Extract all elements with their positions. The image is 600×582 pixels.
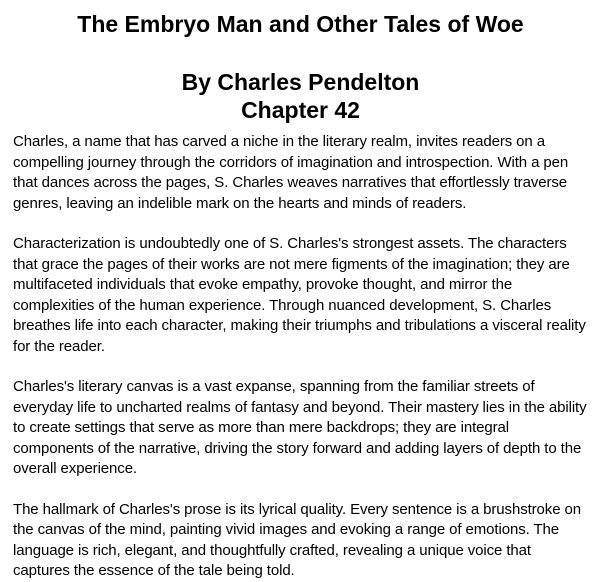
chapter-heading: Chapter 42: [241, 97, 360, 123]
body-paragraph-1: Charles, a name that has carved a niche in the literary realm, invites readers on a compelling journey through the corridors of imagination and introspection. With a pen that dances across the pages, S. Charles weaves narratives that effortlessly traverse genres, leaving an indelible mark on the hearts and minds of readers.: [13, 133, 569, 212]
body-paragraph-3: Charles's literary canvas is a vast expanse, spanning from the familiar streets of everyday life to uncharted realms of fantasy and beyond. Their mastery lies in the ability to create settings that serve as more than mere backdrops; they are integral components of the narrative, driving the story forward and adding layers of depth to the overall experience.: [13, 378, 587, 477]
body-paragraph-4: The hallmark of Charles's prose is its lyrical quality. Every sentence is a brushstroke on the canvas of the mind, painting vivid images and evoking a range of emotions. The language is rich, elegant, and thoughtfully crafted, revealing a unique voice that captures the essence of the tale being told.: [13, 500, 581, 579]
body-paragraph-2: Characterization is undoubtedly one of S. Charles's strongest assets. The characters that grace the pages of their works are not mere figments of the imagination; they are multifaceted individuals that evoke empathy, provoke thought, and mirror the complexities of the human experience. Through nuanced development, S. Charles breathes life into each character, making their triumphs and tribulations a visceral reality for the reader.: [13, 235, 586, 355]
document-title: The Embryo Man and Other Tales of Woe: [77, 11, 524, 37]
author-byline: By Charles Pendelton: [181, 69, 420, 95]
